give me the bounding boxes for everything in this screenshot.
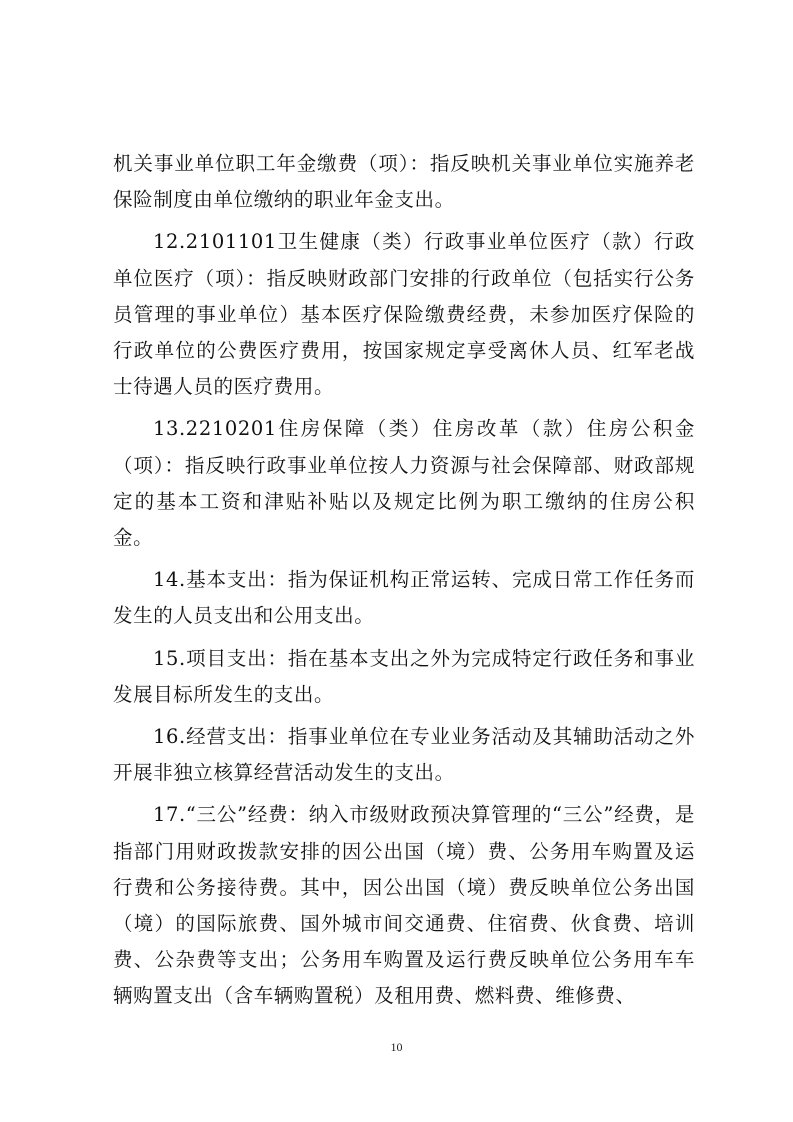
paragraph-item-15: 15.项目支出：指在基本支出之外为完成特定行政任务和事业发展目标所发生的支出。 [113, 646, 695, 706]
paragraph-item-17: 17.“三公”经费：纳入市级财政预决算管理的“三公”经费，是指部门用财政拨款安排的因公出国（境）费、公务用车购置及运行费和公务接待费。其中，因公出国（境）费反映单位公务出国（境）的国际旅费、国外城市间交通费、住宿费、伙食费、培训费、公杂费等支出；公务用车购置及运行费反映单位公务用车车辆购置支出（含车辆购置税）及租用费、燃料费、维修费、 [113, 803, 695, 1008]
page-number: 10 [390, 1040, 403, 1054]
paragraph-item-13: 13.2210201住房保障（类）住房改革（款）住房公积金（项）：指反映行政事业单位按人力资源与社会保障部、财政部规定的基本工资和津贴补贴以及规定比例为职工缴纳的住房公积金。 [113, 417, 695, 550]
paragraph-pension-annuity: 机关事业单位职工年金缴费（项）：指反映机关事业单位实施养老保险制度由单位缴纳的职业年金支出。 [113, 152, 695, 212]
paragraph-item-12: 12.2101101卫生健康（类）行政事业单位医疗（款）行政单位医疗（项）：指反映财政部门安排的行政单位（包括实行公务员管理的事业单位）基本医疗保险缴费经费，未参加医疗保险的行政单位的公费医疗费用，按国家规定享受离休人员、红军老战士待遇人员的医疗费用。 [113, 230, 695, 399]
paragraph-item-14: 14.基本支出：指为保证机构正常运转、完成日常工作任务而发生的人员支出和公用支出。 [113, 568, 695, 628]
paragraph-item-16: 16.经营支出：指事业单位在专业业务活动及其辅助活动之外开展非独立核算经营活动发生的支出。 [113, 725, 695, 785]
body-text [113, 146, 695, 1021]
